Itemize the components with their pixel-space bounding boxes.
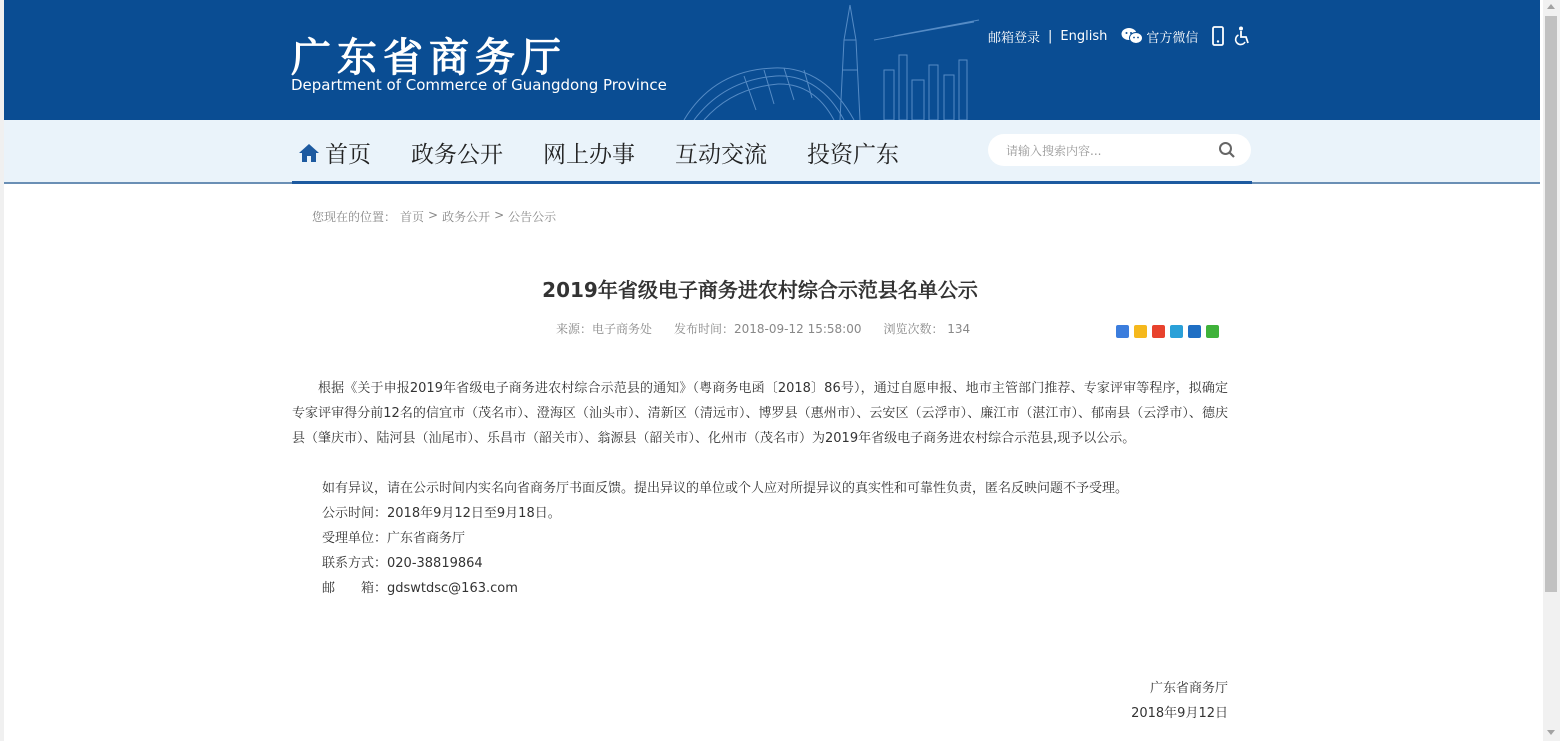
nav-online-services[interactable]: 网上办事 [543,142,635,168]
share-weibo-icon[interactable] [1152,325,1165,338]
share-toolbar [1116,325,1224,338]
receiving-unit: 受理单位：广东省商务厅 [322,531,466,546]
home-icon [298,143,320,163]
search-box [988,134,1251,166]
wechat-link[interactable] [1121,27,1198,46]
breadcrumb-home[interactable]: 首页 [400,210,425,224]
contact-email: 邮 箱：gdswtdsc@163.com [322,581,518,596]
article-source: 来源：电子商务处 [556,322,653,336]
english-link[interactable]: English [1060,28,1108,44]
objection-notice: 如有异议，请在公示时间内实名向省商务厅书面反馈。提出异议的单位或个人应对所提异议的真实性和可靠性负责，匿名反映问题不予受理。 [322,481,1129,496]
breadcrumb-prefix: 您现在的位置： [312,210,397,224]
wechat-label: 官方微信 [1146,30,1199,46]
wechat-icon [1121,27,1143,45]
search-input[interactable] [1004,140,1208,162]
search-icon[interactable] [1218,141,1236,159]
nav-home-label: 首页 [325,142,371,168]
mail-login-link[interactable]: 邮箱登录 [988,30,1041,46]
accessibility-icon[interactable] [1234,26,1252,46]
nav-underline [292,181,1252,184]
city-skyline-decoration [644,0,984,120]
share-wechat-icon[interactable] [1206,325,1219,338]
article-views: 浏览次数： 134 [883,322,971,336]
breadcrumb-gov-affairs[interactable]: 政务公开 [442,210,491,224]
article-meta [556,320,992,337]
nav-home[interactable] [298,136,371,169]
nav-gov-affairs[interactable]: 政务公开 [411,142,503,168]
article-body [292,376,1228,601]
share-more-icon[interactable] [1116,325,1129,338]
article-title: 2019年省级电子商务进农村综合示范县名单公示 [542,278,978,302]
vertical-scrollbar[interactable] [1543,0,1560,741]
scrollbar-thumb[interactable] [1545,16,1557,592]
article-publish-time: 发布时间：2018-09-12 15:58:00 [674,322,862,336]
share-tencent-icon[interactable] [1170,325,1183,338]
nav-invest-guangdong[interactable]: 投资广东 [807,142,899,168]
scroll-up-arrow-icon[interactable] [1547,4,1555,9]
signature-org: 广东省商务厅 [1149,681,1228,696]
link-separator: | [1048,28,1053,44]
article-notice-lines [292,476,1228,601]
signature-date: 2018年9月12日 [1131,706,1228,721]
breadcrumb-separator: > [494,208,505,222]
main-nav [298,136,939,169]
mobile-icon[interactable] [1212,26,1224,46]
breadcrumb-announcements[interactable]: 公告公示 [508,210,557,224]
nav-interaction[interactable]: 互动交流 [675,142,767,168]
contact-phone: 联系方式：020-38819864 [322,556,483,571]
top-links [988,26,1252,46]
article-paragraph: 根据《关于申报2019年省级电子商务进农村综合示范县的通知》（粤商务电函〔2018〕86号），通过自愿申报、地市主管部门推荐、专家评审等程序，拟确定专家评审得分前12名的信宜市（茂名市）、澄海区（汕头市）、清新区（清远市）、博罗县（惠州市）、云安区（云浮市）、廉江市（湛江市）、郁南县（云浮市）、德庆县（肇庆市）、陆河县（汕尾市）、乐昌市（韶关市）、翁源县（韶关市）、化州市（茂名市）为2019年省级电子商务进农村综合示范县,现予以公示。 [292,381,1228,446]
breadcrumb [312,208,560,225]
share-qzone-icon[interactable] [1134,325,1147,338]
site-title-cn[interactable]: 广东省商务厅 [291,35,567,81]
site-header [4,0,1540,120]
notice-period: 公示时间：2018年9月12日至9月18日。 [322,506,561,521]
scroll-down-arrow-icon[interactable] [1547,730,1555,735]
article-signature-block [1000,676,1228,726]
site-title-en[interactable]: Department of Commerce of Guangdong Province [291,76,667,94]
share-renren-icon[interactable] [1188,325,1201,338]
breadcrumb-separator: > [428,208,439,222]
